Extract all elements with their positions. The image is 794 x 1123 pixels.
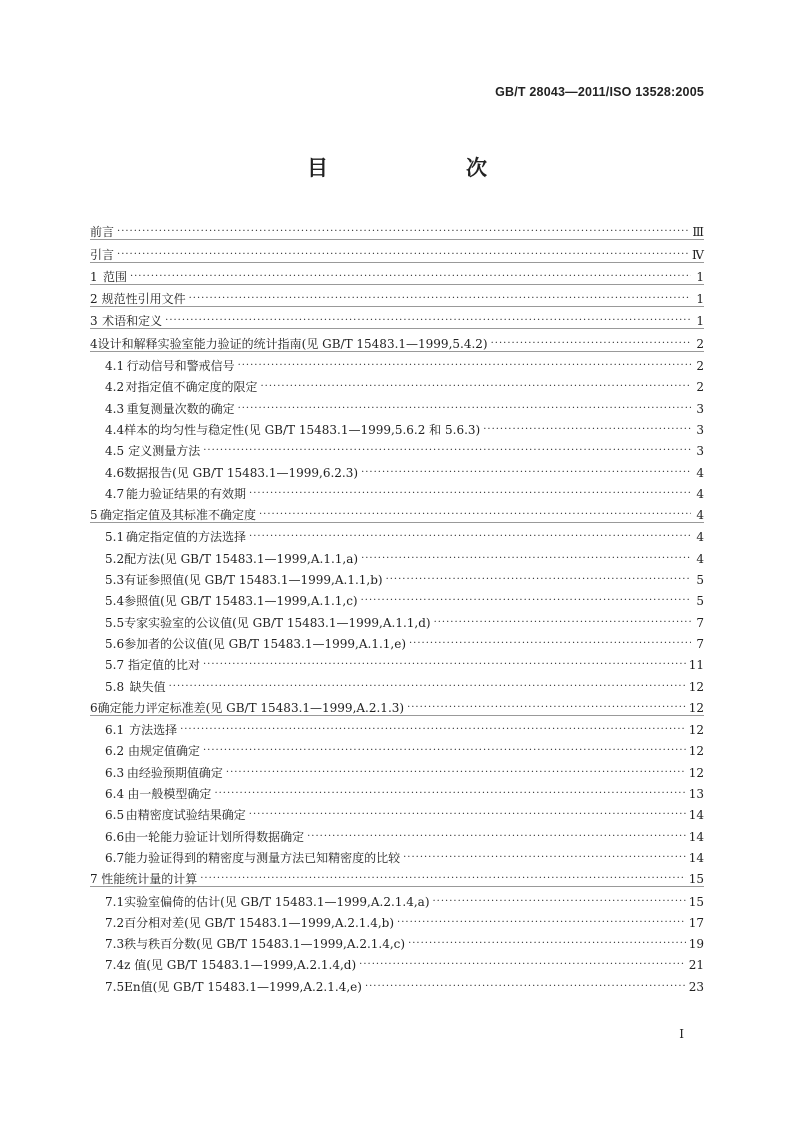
toc-entry-number: 7 (90, 872, 98, 887)
toc-entry-title: 能力验证结果的有效期 (126, 486, 247, 501)
toc-entry-page: 14 (688, 808, 704, 823)
toc-entry-page: 2 (696, 380, 704, 395)
toc-entry[interactable] (90, 822, 704, 843)
toc-entry-page: 2 (696, 359, 704, 374)
toc-entry-number: 7.5 (105, 979, 125, 994)
toc-entry-title: 确定指定值的方法选择 (126, 530, 247, 545)
toc-leader-dots (403, 851, 686, 865)
toc-entry[interactable] (90, 285, 704, 307)
toc-entry[interactable] (90, 694, 704, 716)
toc-entry-number: 4.2 (105, 380, 125, 395)
toc-entry-number: 5.2 (105, 551, 125, 566)
page-title: 目 次 (307, 156, 519, 180)
toc-entry-page: 4 (696, 508, 704, 523)
toc-entry-title: 定义测量方法 (128, 444, 201, 459)
toc-entry-page: Ⅲ (692, 225, 704, 240)
toc-entry[interactable] (90, 716, 704, 737)
toc-entry-number: 4 (90, 336, 98, 351)
toc-entry-number: 5.5 (105, 615, 125, 630)
toc-leader-dots (365, 980, 686, 994)
toc-entry-page: 1 (696, 269, 704, 284)
toc-leader-dots (117, 248, 689, 262)
toc-entry-number: 4.7 (105, 486, 125, 501)
toc-entry[interactable] (90, 373, 704, 394)
toc-entry-page: 3 (696, 422, 704, 437)
toc-entry-title: 对指定值不确定度的限定 (125, 380, 258, 395)
toc-entry[interactable] (90, 240, 704, 262)
toc-entry-title: 由一轮能力验证计划所得数据确定 (124, 829, 305, 844)
toc-leader-dots (180, 723, 686, 737)
toc-leader-dots (249, 487, 691, 501)
toc-leader-dots (434, 616, 691, 630)
toc-entry-title: 规范性引用文件 (101, 292, 186, 307)
toc-leader-dots (433, 895, 686, 909)
toc-entry-title: En值(见 GB/T 15483.1—1999,A.2.1.4,e) (124, 979, 362, 994)
toc-leader-dots (261, 380, 692, 394)
page-folio: I (679, 1027, 684, 1041)
toc-entry[interactable] (90, 394, 704, 415)
toc-entry-title: 性能统计量的计算 (101, 872, 198, 887)
toc-entry-number: 4.4 (105, 422, 125, 437)
toc-entry-title: 指定值的比对 (127, 658, 200, 673)
toc-entry-title: 有证参照值(见 GB/T 15483.1—1999,A.1.1,b) (124, 573, 383, 588)
toc-entry-page: Ⅳ (692, 247, 704, 262)
toc-entry-page: 12 (688, 679, 704, 694)
toc-entry-title: 方法选择 (129, 723, 178, 738)
toc-entry-title: 前言 (90, 225, 115, 240)
toc-leader-dots (361, 594, 691, 608)
toc-entry[interactable] (90, 865, 704, 887)
toc-entry-page: 5 (696, 573, 704, 588)
toc-entry-number: 6 (90, 700, 98, 715)
toc-entry-page: 3 (696, 444, 704, 459)
toc-entry-number: 2 (90, 292, 98, 307)
toc-entry-title: 确定指定值及其标准不确定度 (99, 508, 256, 523)
toc-entry-number: 7.3 (105, 937, 125, 952)
toc-entry-number: 5.7 (105, 658, 125, 673)
toc-entry-number: 4.3 (105, 401, 125, 416)
toc-entry-number: 1 (90, 269, 98, 284)
toc-entry-page: 17 (688, 915, 704, 930)
toc-entry-page: 15 (688, 894, 704, 909)
toc-entry[interactable] (90, 608, 704, 629)
toc-entry-number: 6.5 (105, 808, 125, 823)
toc-entry-title: 专家实验室的公议值(见 GB/T 15483.1—1999,A.1.1,d) (124, 615, 431, 630)
toc-entry[interactable] (90, 523, 704, 544)
toc-entry-title: 由一般模型确定 (127, 787, 212, 802)
toc-leader-dots (117, 225, 689, 239)
toc-entry-title: 缺失值 (129, 679, 166, 694)
toc-leader-dots (203, 444, 691, 458)
toc-entry[interactable] (90, 930, 704, 951)
toc-entry-page: 12 (688, 744, 704, 759)
toc-leader-dots (307, 830, 686, 844)
toc-entry-page: 14 (688, 850, 704, 865)
toc-entry[interactable] (90, 758, 704, 779)
toc-entry[interactable] (90, 501, 704, 523)
toc-entry[interactable] (90, 544, 704, 565)
toc-entry[interactable] (90, 844, 704, 865)
toc-entry-number: 7.4 (105, 958, 125, 973)
table-of-contents (90, 218, 704, 994)
toc-entry[interactable] (90, 630, 704, 651)
toc-leader-dots (386, 573, 691, 587)
toc-entry-page: 2 (696, 336, 704, 351)
toc-entry-number: 7.2 (105, 915, 125, 930)
toc-entry-page: 5 (696, 594, 704, 609)
toc-entry[interactable] (90, 480, 704, 501)
toc-leader-dots (238, 359, 691, 373)
toc-leader-dots (165, 314, 691, 328)
toc-entry-title: 参加者的公议值(见 GB/T 15483.1—1999,A.1.1,e) (124, 636, 406, 651)
toc-entry-page: 3 (696, 401, 704, 416)
toc-entry-page: 4 (696, 465, 704, 480)
toc-entry-page: 15 (688, 872, 704, 887)
toc-entry-page: 11 (688, 658, 704, 673)
toc-entry[interactable] (90, 329, 704, 351)
toc-entry-title: 配方法(见 GB/T 15483.1—1999,A.1.1,a) (124, 551, 359, 566)
toc-leader-dots (189, 292, 691, 306)
toc-entry-page: 12 (688, 723, 704, 738)
toc-leader-dots (238, 402, 691, 416)
toc-entry-title: 范围 (102, 269, 127, 284)
toc-entry-number: 4.1 (105, 359, 125, 374)
toc-entry-page: 12 (688, 765, 704, 780)
toc-entry-title: 百分相对差(见 GB/T 15483.1—1999,A.2.1.4,b) (124, 915, 395, 930)
toc-entry[interactable] (90, 951, 704, 972)
toc-entry-title: 由经验预期值确定 (126, 765, 223, 780)
toc-entry-title: 由规定值确定 (127, 744, 200, 759)
toc-entry-page: 21 (688, 958, 704, 973)
toc-entry[interactable] (90, 416, 704, 437)
toc-entry[interactable] (90, 801, 704, 822)
toc-entry-number: 6.4 (105, 787, 125, 802)
toc-entry-page: 1 (696, 314, 704, 329)
toc-entry-title: 数据报告(见 GB/T 15483.1—1999,6.2.3) (124, 465, 359, 480)
toc-entry[interactable] (90, 587, 704, 608)
toc-entry-page: 12 (688, 700, 704, 715)
toc-entry[interactable] (90, 437, 704, 458)
toc-leader-dots (259, 508, 691, 522)
toc-entry-page: 1 (696, 292, 704, 307)
toc-entry[interactable] (90, 672, 704, 693)
toc-entry[interactable] (90, 566, 704, 587)
toc-entry-number: 5.1 (105, 530, 125, 545)
toc-entry-number: 5.8 (105, 679, 125, 694)
toc-entry-page: 23 (688, 979, 704, 994)
toc-entry-number: 5 (90, 508, 98, 523)
toc-entry[interactable] (90, 218, 704, 240)
toc-leader-dots (361, 466, 691, 480)
toc-entry-title: 实验室偏倚的估计(见 GB/T 15483.1—1999,A.2.1.4,a) (124, 894, 430, 909)
toc-leader-dots (203, 658, 686, 672)
toc-leader-dots (226, 766, 686, 780)
toc-entry[interactable] (90, 909, 704, 930)
toc-leader-dots (491, 337, 691, 351)
toc-entry-number: 4.6 (105, 465, 125, 480)
toc-leader-dots (130, 270, 691, 284)
toc-leader-dots (169, 680, 686, 694)
toc-entry-title: 行动信号和警戒信号 (126, 359, 235, 374)
toc-entry[interactable] (90, 887, 704, 908)
toc-entry[interactable] (90, 307, 704, 329)
toc-entry-page: 13 (688, 787, 704, 802)
toc-leader-dots (408, 937, 686, 951)
standard-code: GB/T 28043—2011/ISO 13528:2005 (495, 85, 704, 99)
toc-entry-title: 样本的均匀性与稳定性(见 GB/T 15483.1—1999,5.6.2 和 5.6.3) (124, 422, 481, 437)
toc-entry-number: 6.7 (105, 850, 125, 865)
toc-entry-number: 4.5 (105, 444, 125, 459)
toc-entry-page: 7 (696, 636, 704, 651)
toc-entry[interactable] (90, 651, 704, 672)
toc-entry-page: 7 (696, 615, 704, 630)
toc-entry-page: 14 (688, 829, 704, 844)
toc-leader-dots (249, 808, 686, 822)
toc-leader-dots (359, 958, 686, 972)
toc-entry-title: 参照值(见 GB/T 15483.1—1999,A.1.1,c) (124, 594, 358, 609)
toc-leader-dots (397, 916, 686, 930)
toc-entry-title: 由精密度试验结果确定 (125, 808, 246, 823)
toc-entry-title: 秩与秩百分数(见 GB/T 15483.1—1999,A.2.1.4,c) (124, 937, 406, 952)
toc-entry-page: 19 (688, 937, 704, 952)
toc-entry[interactable] (90, 780, 704, 801)
toc-entry[interactable] (90, 737, 704, 758)
toc-entry-title: z 值(见 GB/T 15483.1—1999,A.2.1.4,d) (124, 958, 357, 973)
toc-leader-dots (407, 701, 686, 715)
toc-entry[interactable] (90, 263, 704, 285)
toc-leader-dots (214, 787, 685, 801)
toc-entry-title: 确定能力评定标准差(见 GB/T 15483.1—1999,A.2.1.3) (97, 700, 405, 715)
toc-entry-page: 4 (696, 530, 704, 545)
toc-leader-dots (409, 637, 691, 651)
toc-entry-number: 6.2 (105, 744, 125, 759)
toc-entry[interactable] (90, 352, 704, 373)
toc-entry[interactable] (90, 972, 704, 993)
toc-entry-page: 4 (696, 486, 704, 501)
toc-entry-title: 引言 (90, 247, 115, 262)
toc-entry-title: 能力验证得到的精密度与测量方法已知精密度的比较 (124, 850, 401, 865)
toc-entry-number: 6.1 (105, 723, 125, 738)
toc-entry-title: 设计和解释实验室能力验证的统计指南(见 GB/T 15483.1—1999,5.4.2) (97, 336, 488, 351)
toc-leader-dots (203, 744, 686, 758)
toc-entry-title: 重复测量次数的确定 (126, 401, 235, 416)
toc-leader-dots (361, 552, 691, 566)
toc-entry-number: 5.3 (105, 573, 125, 588)
toc-leader-dots (483, 423, 691, 437)
toc-leader-dots (200, 872, 686, 886)
toc-leader-dots (249, 530, 691, 544)
toc-entry-number: 5.6 (105, 636, 125, 651)
toc-entry-number: 6.3 (105, 765, 125, 780)
toc-entry-number: 6.6 (105, 829, 125, 844)
toc-entry[interactable] (90, 458, 704, 479)
toc-entry-number: 3 (90, 314, 98, 329)
toc-entry-title: 术语和定义 (102, 314, 163, 329)
toc-entry-number: 5.4 (105, 594, 125, 609)
toc-entry-number: 7.1 (105, 894, 125, 909)
toc-entry-page: 4 (696, 551, 704, 566)
